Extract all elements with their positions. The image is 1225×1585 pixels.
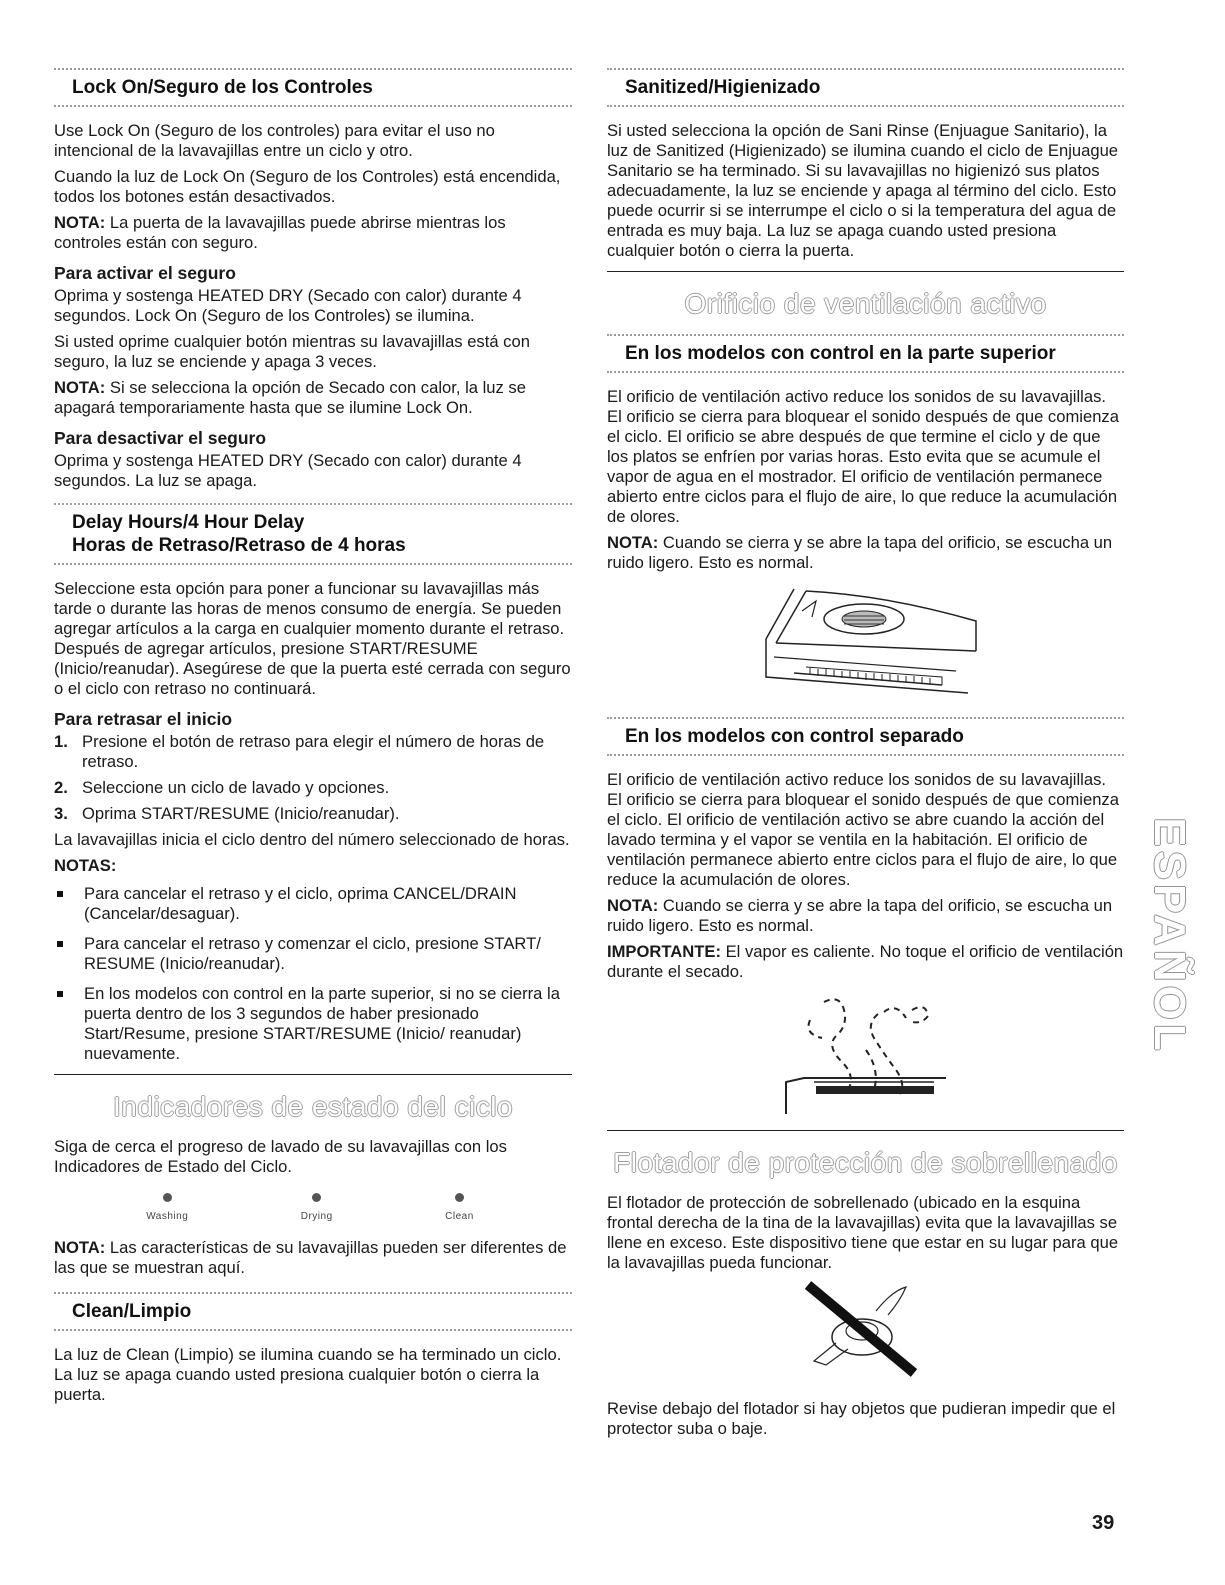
paragraph: Oprima y sostenga HEATED DRY (Secado con calor) durante 4 segundos. Lock On (Seguro de los Controles) se ilumina. bbox=[54, 286, 522, 325]
dotted-divider bbox=[607, 371, 1124, 373]
step-text: Seleccione un ciclo de lavado y opciones. bbox=[82, 778, 390, 797]
note-text: Cuando se cierra y se abre la tapa del orificio, se escucha un ruido ligero. Esto es normal. bbox=[607, 896, 1113, 935]
right-column bbox=[607, 68, 1124, 1445]
step-text: Oprima START/RESUME (Inicio/reanudar). bbox=[82, 804, 400, 823]
subheading-delay-start: Para retrasar el inicio bbox=[54, 709, 233, 729]
indicator-drying bbox=[301, 1193, 333, 1224]
bullet-text: Para cancelar el retraso y comenzar el ciclo, presione START/ RESUME (Inicio/reanudar). bbox=[84, 934, 541, 973]
note-text: Las características de su lavavajillas pueden ser diferentes de las que se muestran aquí. bbox=[54, 1238, 567, 1277]
bullet-text: Para cancelar el retraso y el ciclo, oprima CANCEL/DRAIN (Cancelar/desaguar). bbox=[84, 884, 517, 923]
indicator-label: Washing bbox=[146, 1211, 189, 1222]
dotted-divider bbox=[54, 503, 572, 505]
note bbox=[607, 533, 1124, 573]
section-title-lock: Lock On/Seguro de los Controles bbox=[72, 77, 373, 98]
left-column bbox=[54, 68, 572, 1411]
note-text: Si se selecciona la opción de Secado con calor, la luz se apagará temporariamente hasta que se ilumine Lock On. bbox=[54, 378, 526, 417]
warning bbox=[607, 942, 1124, 982]
subheading-activate-lock: Para activar el seguro bbox=[54, 263, 236, 283]
paragraph: Seleccione esta opción para poner a funcionar su lavavajillas más tarde o durante las horas de menos consumo de energía. Se pueden agregar artículos a la carga en cualquier momento durante el retraso. Después de agregar artículos, presione START/RESUME (Inicio/reanudar). Asegúrese de que la puerta esté cerrada con seguro o el ciclo con retraso no continuará. bbox=[54, 579, 571, 698]
notes-heading: NOTAS: bbox=[54, 856, 117, 875]
paragraph: Si usted oprime cualquier botón mientras su lavavajillas está con seguro, la luz se enciende y apaga 3 veces. bbox=[54, 332, 530, 371]
bullet-icon bbox=[57, 941, 63, 947]
paragraph: Revise debajo del flotador si hay objetos que pudieran impedir que el protector suba o baje. bbox=[607, 1399, 1116, 1438]
page-number: 39 bbox=[1092, 1512, 1115, 1534]
step-number: 2. bbox=[54, 778, 68, 797]
paragraph: Use Lock On (Seguro de los controles) para evitar el uso no intencional de la lavavajillas entre un ciclo y otro. bbox=[54, 121, 495, 160]
float-illustration bbox=[607, 1281, 1124, 1381]
dotted-divider bbox=[607, 68, 1124, 70]
paragraph: Siga de cerca el progreso de lavado de su lavavajillas con los Indicadores de Estado del Ciclo. bbox=[54, 1137, 507, 1176]
indicator-label: Clean bbox=[445, 1211, 474, 1222]
note-label: NOTA: bbox=[54, 378, 106, 397]
section-rule bbox=[607, 1130, 1124, 1131]
dotted-divider bbox=[54, 563, 572, 565]
paragraph: Cuando la luz de Lock On (Seguro de los Controles) está encendida, todos los botones están desactivados. bbox=[54, 167, 561, 206]
paragraph: Si usted selecciona la opción de Sani Rinse (Enjuague Sanitario), la luz de Sanitized (Higienizado) se ilumina cuando el ciclo de Enjuague Sanitario se ha terminado. Si su lavavajillas no higienizó sus platos adecuadamente, la luz se enciende y apaga al término del ciclo. Esto puede ocurrir si se interrumpe el ciclo o si la temperatura del agua de entrada es muy baja. La luz se apaga cuando usted presiona cualquier botón o cierra la puerta. bbox=[607, 121, 1119, 260]
section-header-vent-separate bbox=[607, 717, 1124, 756]
section-title-vent-top: En los modelos con control en la parte superior bbox=[625, 343, 1056, 364]
notes-list bbox=[54, 884, 572, 1064]
indicator-washing bbox=[146, 1193, 188, 1224]
bullet-icon bbox=[57, 891, 63, 897]
note bbox=[54, 213, 572, 253]
paragraph: El orificio de ventilación activo reduce los sonidos de su lavavajillas. El orificio se cierra para bloquear el sonido después de que comienza el ciclo. El orificio de ventilación activo se abre cuando la acción del lavado termina y el vapor se ventila en la habitación. El orificio de ventilación permanece abierto entre ciclos para el flujo de aire, lo que reduce la acumulación de olores. bbox=[607, 770, 1119, 889]
side-tab-label: ESPAÑOL bbox=[1145, 817, 1194, 1055]
no-obstruction-float-icon bbox=[796, 1281, 936, 1381]
paragraph: El flotador de protección de sobrellenado (ubicado en la esquina frontal derecha de la tina de la lavavajillas) evita que la lavavajillas se llene en exceso. Este dispositivo tiene que estar en su lugar para que la lavavajillas pueda funcionar. bbox=[607, 1193, 1119, 1272]
section-title-vent-separate: En los modelos con control separado bbox=[625, 726, 964, 747]
language-side-tab bbox=[1145, 812, 1194, 1060]
dotted-divider bbox=[607, 717, 1124, 719]
important-text: El vapor es caliente. No toque el orificio de ventilación durante el secado. bbox=[607, 942, 1124, 981]
list-item bbox=[54, 804, 572, 824]
section-title-float: Flotador de protección de sobrellenado bbox=[613, 1147, 1118, 1178]
section-header-delay bbox=[54, 503, 572, 565]
dotted-divider bbox=[54, 68, 572, 70]
paragraph: Oprima y sostenga HEATED DRY (Secado con calor) durante 4 segundos. La luz se apaga. bbox=[54, 451, 522, 490]
paragraph: La luz de Clean (Limpio) se ilumina cuando se ha terminado un ciclo. La luz se apaga cuando usted presiona cualquier botón o cierra la puerta. bbox=[54, 1345, 562, 1404]
note bbox=[607, 896, 1124, 936]
section-header-vent-top bbox=[607, 334, 1124, 373]
section-title-vent: Orificio de ventilación activo bbox=[684, 288, 1047, 319]
section-title-sanitized: Sanitized/Higienizado bbox=[625, 77, 821, 98]
note-label: NOTA: bbox=[54, 213, 106, 232]
note bbox=[54, 1238, 572, 1278]
dotted-divider bbox=[54, 1329, 572, 1331]
section-title-delay-en: Delay Hours/4 Hour Delay bbox=[72, 512, 305, 533]
step-number: 3. bbox=[54, 804, 68, 823]
list-item bbox=[54, 732, 572, 772]
note-text: La puerta de la lavavajillas puede abrirse mientras los controles están con seguro. bbox=[54, 213, 506, 252]
indicator-light-icon bbox=[455, 1193, 464, 1202]
cycle-status-indicators bbox=[90, 1193, 530, 1224]
list-item bbox=[54, 934, 572, 974]
section-title-delay-es: Horas de Retraso/Retraso de 4 horas bbox=[72, 535, 406, 556]
note-text: Cuando se cierra y se abre la tapa del orificio, se escucha un ruido ligero. Esto es normal. bbox=[607, 533, 1113, 572]
list-item bbox=[54, 984, 572, 1064]
paragraph: El orificio de ventilación activo reduce los sonidos de su lavavajillas. El orificio se cierra para bloquear el sonido después de que comienza el ciclo. El orificio se abre después de que termine el ciclo y de que los platos se enfríen por varias horas. Esto evita que se acumule el vapor de agua en el mostrador. El orificio de ventilación permanece abierto entre ciclos para el flujo de aire, lo que reduce la acumulación de olores. bbox=[607, 387, 1119, 526]
paragraph: La lavavajillas inicia el ciclo dentro del número seleccionado de horas. bbox=[54, 830, 570, 849]
dotted-divider bbox=[54, 1292, 572, 1294]
section-header-sanitized bbox=[607, 68, 1124, 107]
note-label: NOTA: bbox=[607, 896, 659, 915]
section-header-clean bbox=[54, 1292, 572, 1331]
section-title-cycle-status: Indicadores de estado del ciclo bbox=[113, 1091, 513, 1122]
bullet-text: En los modelos con control en la parte superior, si no se cierra la puerta dentro de los 3 segundos de haber presionado Start/Resume, presione START/RESUME (Inicio/ reanudar) nuevamente. bbox=[84, 984, 560, 1063]
note bbox=[54, 378, 572, 418]
section-rule bbox=[607, 271, 1124, 272]
steam-vent-icon bbox=[766, 990, 966, 1122]
indicator-clean bbox=[445, 1193, 474, 1224]
bullet-icon bbox=[57, 991, 63, 997]
vent-illustration bbox=[607, 581, 1124, 709]
section-header-lock bbox=[54, 68, 572, 107]
dotted-divider bbox=[607, 754, 1124, 756]
dotted-divider bbox=[54, 105, 572, 107]
note-label: NOTA: bbox=[54, 1238, 106, 1257]
section-title-clean: Clean/Limpio bbox=[72, 1301, 192, 1322]
indicator-light-icon bbox=[163, 1193, 172, 1202]
subheading-deactivate-lock: Para desactivar el seguro bbox=[54, 428, 267, 448]
steam-illustration bbox=[607, 990, 1124, 1122]
list-item bbox=[54, 884, 572, 924]
note-label: NOTA: bbox=[607, 533, 659, 552]
dotted-divider bbox=[607, 105, 1124, 107]
step-text: Presione el botón de retraso para elegir el número de horas de retraso. bbox=[82, 732, 545, 771]
indicator-label: Drying bbox=[300, 1211, 333, 1222]
step-number: 1. bbox=[54, 732, 68, 751]
indicator-light-icon bbox=[312, 1193, 321, 1202]
steps-list bbox=[54, 732, 572, 824]
important-label: IMPORTANTE: bbox=[607, 942, 721, 961]
section-rule bbox=[54, 1074, 572, 1075]
dotted-divider bbox=[607, 334, 1124, 336]
list-item bbox=[54, 778, 572, 798]
vent-drawing-icon bbox=[746, 581, 986, 709]
